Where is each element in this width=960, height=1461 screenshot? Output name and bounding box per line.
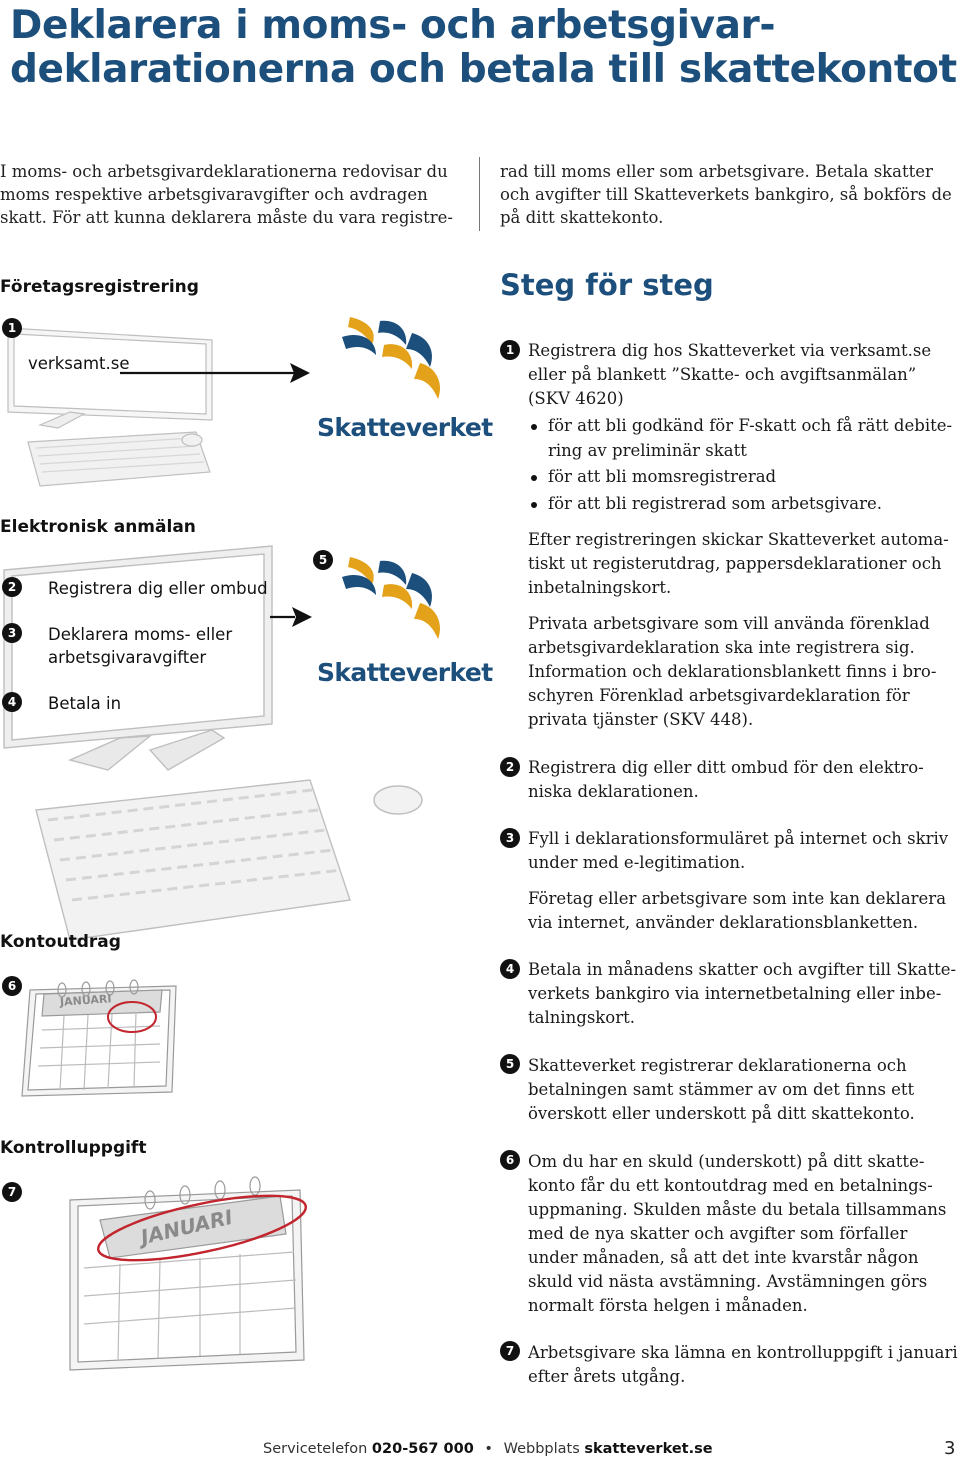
- bullet-item: [528, 414, 958, 463]
- step-1-paragraph-2: [528, 528, 958, 600]
- text-line: privata tjänster (SKV 448).: [528, 710, 754, 729]
- column-divider: [479, 157, 480, 231]
- screen-url-text: verksamt.se: [28, 354, 130, 373]
- intro-right-line: och avgifter till Skatteverkets bankgiro, så bokförs de: [500, 185, 952, 204]
- text-line: Efter registreringen skickar Skatteverket automa-: [528, 530, 949, 549]
- step-1-paragraph-3: [528, 612, 958, 732]
- bullet-line: ring av preliminär skatt: [548, 440, 747, 460]
- intro-left: [0, 160, 470, 229]
- text-line: Arbetsgivare ska lämna en kontrolluppgift i januari: [528, 1343, 958, 1362]
- text-line: Företag eller arbetsgivare som inte kan deklarera: [528, 889, 947, 908]
- text-line: skuld vid nästa avstämning. Avstämningen görs: [528, 1272, 928, 1291]
- text-line: Om du har en skuld (underskott) på ditt skatte-: [528, 1152, 925, 1171]
- text-line: Fyll i deklarationsformuläret på internet och skriv: [528, 829, 949, 848]
- text-line: verkets bankgiro via internetbetalning eller inbe-: [528, 984, 942, 1003]
- footer-web-label: Webbplats: [503, 1441, 580, 1457]
- step-1-text: [528, 339, 958, 411]
- text-line: Information och deklarationsblankett finns i bro-: [528, 662, 937, 681]
- footer-service-label: Servicetelefon: [263, 1441, 368, 1457]
- label-kontoutdrag: Kontoutdrag: [0, 932, 121, 952]
- label-kontrolluppgift: Kontrolluppgift: [0, 1138, 147, 1158]
- text-line: efter årets utgång.: [528, 1367, 686, 1386]
- bullet-line: för att bli registrerad som arbetsgivare.: [548, 493, 882, 513]
- monitor-2: [4, 546, 422, 940]
- text-line: uppmaning. Skulden måste du betala tillsammans: [528, 1200, 947, 1219]
- intro-right-line: på ditt skattekonto.: [500, 208, 664, 227]
- bullet-line: för att bli godkänd för F-skatt och få rätt debite-: [548, 416, 953, 435]
- text-line: schyren Förenklad arbetsgivardeklaration för: [528, 686, 910, 705]
- step-1-line: (SKV 4620): [528, 389, 624, 408]
- step-3-badge: 3: [500, 828, 520, 848]
- footer-service-number: 020-567 000: [371, 1441, 474, 1457]
- text-line: med de nya skatter och avgifter som förfaller: [528, 1224, 908, 1243]
- intro-left-line: moms respektive arbetsgivaravgifter och avdragen: [0, 185, 428, 204]
- step-badge-2: 2: [2, 577, 22, 597]
- text-line: Betala in månadens skatter och avgifter till Skatte-: [528, 960, 957, 979]
- step-badge-4: 4: [2, 692, 22, 712]
- text-line: normalt första helgen i månaden.: [528, 1296, 808, 1315]
- intro-right-line: rad till moms eller som arbetsgivare. Betala skatter: [500, 162, 933, 181]
- text-line: Registrera dig eller ditt ombud för den elektro-: [528, 758, 924, 777]
- footer: [263, 1441, 713, 1457]
- process-illustration: [0, 300, 480, 1400]
- text-line: tiskt ut registerutdrag, pappersdeklarationer och: [528, 554, 942, 573]
- steps-heading: Steg för steg: [500, 268, 714, 302]
- calendar-2-month: JANUARI: [138, 1204, 235, 1250]
- text-line: via internet, använder deklarationsblanketten.: [528, 913, 919, 932]
- step-2-badge: 2: [500, 757, 520, 777]
- step-4-text: [528, 958, 958, 1030]
- footer-web-link[interactable]: skatteverket.se: [584, 1441, 713, 1457]
- text-line: Privata arbetsgivare som vill använda förenklad: [528, 614, 930, 633]
- skatteverket-logo-text: Skatteverket: [317, 413, 493, 442]
- step-4-badge: 4: [500, 959, 520, 979]
- step-6-badge: 6: [500, 1150, 520, 1170]
- step-2-text: [528, 756, 958, 804]
- step-badge-7: 7: [2, 1182, 22, 1202]
- screen-item-deklarera-1: Deklarera moms- eller: [48, 625, 233, 644]
- step-3-paragraph-2: [528, 887, 958, 935]
- screen-item-betala: Betala in: [48, 694, 122, 713]
- text-line: arbetsgivardeklaration ska inte registrera sig.: [528, 638, 915, 657]
- text-line: under med e-legitimation.: [528, 853, 746, 872]
- step-1-bullets: [528, 414, 958, 516]
- skatteverket-logo-text-2: Skatteverket: [317, 658, 493, 687]
- text-line: konto får du ett kontoutdrag med en betalnings-: [528, 1176, 933, 1195]
- step-7-badge: 7: [500, 1341, 520, 1361]
- page-number: 3: [944, 1438, 956, 1459]
- title-line-2: deklarationerna och betala till skattekontot: [10, 47, 957, 92]
- intro-left-line: I moms- och arbetsgivardeklarationerna redovisar du: [0, 162, 448, 181]
- page-title: [10, 4, 955, 92]
- text-line: Skatteverket registrerar deklarationerna och: [528, 1056, 907, 1075]
- bullet-line: för att bli momsregistrerad: [548, 467, 777, 486]
- step-badge-1: 1: [2, 318, 22, 338]
- text-line: inbetalningskort.: [528, 578, 672, 597]
- text-line: under månaden, så att det inte kvarstår någon: [528, 1248, 919, 1267]
- calendar-1-month: JANUARI: [59, 992, 112, 1009]
- step-badge-6: 6: [2, 976, 22, 996]
- title-line-1: Deklarera i moms- och arbetsgivar-: [10, 3, 776, 48]
- text-line: överskott eller underskott på ditt skattekonto.: [528, 1104, 915, 1123]
- step-7-text: [528, 1341, 958, 1389]
- footer-separator: •: [484, 1441, 493, 1457]
- step-1-line: Registrera dig hos Skatteverket via verksamt.se: [528, 341, 932, 360]
- step-5-badge: 5: [500, 1054, 520, 1074]
- bullet-item: [528, 492, 958, 517]
- label-foretagsregistrering: Företagsregistrering: [0, 277, 199, 297]
- screen-item-deklarera-2: arbetsgivaravgifter: [48, 648, 207, 667]
- step-badge-3: 3: [2, 623, 22, 643]
- bullet-item: [528, 465, 958, 490]
- screen-item-registrera: Registrera dig eller ombud: [48, 579, 268, 598]
- step-6-text: [528, 1150, 958, 1318]
- label-elektronisk-anmalan: Elektronisk anmälan: [0, 517, 196, 537]
- intro-left-line: skatt. För att kunna deklarera måste du vara registre-: [0, 208, 454, 227]
- step-badge-5: 5: [313, 550, 333, 570]
- intro-right: [500, 160, 958, 229]
- text-line: talningskort.: [528, 1008, 636, 1027]
- text-line: niska deklarationen.: [528, 782, 699, 801]
- step-3-text: [528, 827, 958, 875]
- text-line: betalningen samt stämmer av om det finns ett: [528, 1080, 915, 1099]
- step-1-badge: 1: [500, 340, 520, 360]
- step-5-text: [528, 1054, 958, 1126]
- step-1-line: eller på blankett ”Skatte- och avgiftsanmälan”: [528, 365, 917, 384]
